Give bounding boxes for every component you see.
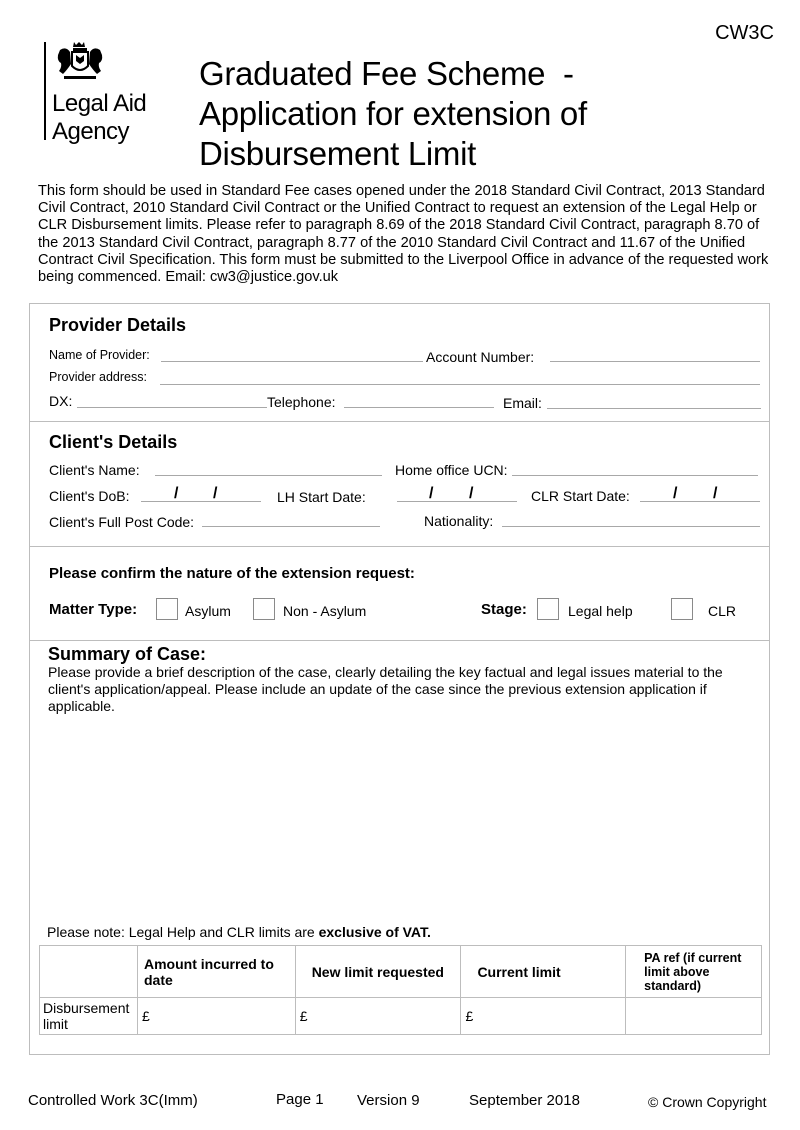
page-title: Graduated Fee Scheme - Application for extension of Disbursement Limit <box>199 55 587 172</box>
telephone-field[interactable] <box>344 407 494 408</box>
royal-crest-icon <box>52 40 106 84</box>
table-header: New limit requested <box>295 946 461 998</box>
home-office-ucn-field[interactable] <box>512 475 758 476</box>
clr-label: CLR <box>708 603 737 619</box>
dx-field[interactable] <box>77 407 267 408</box>
matter-type-label: Matter Type: <box>49 601 138 618</box>
section-divider <box>29 421 770 422</box>
agency-name: Legal Aid Agency <box>52 90 147 145</box>
section-divider <box>29 546 770 547</box>
client-dob-field[interactable] <box>141 501 261 502</box>
provider-name-label: Name of Provider: <box>49 348 150 362</box>
intro-text: This form should be used in Standard Fee cases opened under the 2018 Standard Civil Contract, 2013 Standard Civil Contract, 2010 Standard Civil Contract or the Unified Contract to request an extension of the Legal Help or CLR Disbursement limits. Please refer to paragraph 8.69 of the 2018 Standard Civil Contract, paragraph 8.70 of the 2013 Standard Civil Contract, paragraph 8.77 of the 2010 Standard Civil Contract and 11.67 of the Unified Contract Civil Specification. This form must be submitted to the Liverpool Office in advance of the requested work being commenced. Email: cw3@justice.gov.uk <box>38 183 769 286</box>
legal-help-checkbox[interactable] <box>537 598 559 620</box>
client-name-field[interactable] <box>155 475 382 476</box>
summary-heading: Summary of Case: <box>48 644 207 664</box>
form-code: CW3C <box>715 22 774 44</box>
client-name-label: Client's Name: <box>49 462 140 478</box>
date-separator: / <box>673 485 678 502</box>
currency-symbol: £ <box>141 1008 150 1024</box>
non-asylum-checkbox[interactable] <box>253 598 275 620</box>
client-dob-label: Client's DoB: <box>49 488 130 504</box>
non-asylum-label: Non - Asylum <box>283 603 367 619</box>
table-header: Current limit <box>461 946 626 998</box>
email-field[interactable] <box>547 408 761 409</box>
dx-label: DX: <box>49 393 73 409</box>
lh-start-date-label: LH Start Date: <box>277 489 366 505</box>
table-header: Amount incurred to date <box>137 946 295 998</box>
stage-label: Stage: <box>481 601 527 618</box>
pa-ref-cell[interactable] <box>626 998 762 1035</box>
new-limit-cell[interactable] <box>295 998 461 1035</box>
date-separator: / <box>213 485 218 502</box>
client-postcode-label: Client's Full Post Code: <box>49 514 195 530</box>
provider-address-label: Provider address: <box>49 370 147 384</box>
provider-name-field[interactable] <box>161 361 423 362</box>
home-office-ucn-label: Home office UCN: <box>395 462 508 478</box>
footer-date: September 2018 <box>469 1092 580 1109</box>
clr-start-date-field[interactable] <box>640 501 760 502</box>
row-label: Disbursement limit <box>40 998 138 1035</box>
table-header-row <box>40 946 762 998</box>
client-postcode-field[interactable] <box>202 526 380 527</box>
telephone-label: Telephone: <box>267 394 336 410</box>
account-number-label: Account Number: <box>426 349 535 365</box>
asylum-checkbox[interactable] <box>156 598 178 620</box>
clr-checkbox[interactable] <box>671 598 693 620</box>
date-separator: / <box>469 485 474 502</box>
provider-details-heading: Provider Details <box>49 315 187 335</box>
asylum-label: Asylum <box>185 603 231 619</box>
disbursement-limits-table <box>39 945 762 1035</box>
current-limit-cell[interactable] <box>461 998 626 1035</box>
vat-note <box>47 924 431 940</box>
logo-divider <box>44 42 46 140</box>
extension-request-heading: Please confirm the nature of the extension request: <box>49 565 415 582</box>
account-number-field[interactable] <box>550 361 760 362</box>
date-separator: / <box>174 485 179 502</box>
date-separator: / <box>429 485 434 502</box>
amount-incurred-cell[interactable] <box>137 998 295 1035</box>
vat-note-text: Please note: Legal Help and CLR limits are <box>47 924 319 940</box>
legal-help-label: Legal help <box>568 603 633 619</box>
footer-form-name: Controlled Work 3C(Imm) <box>28 1092 198 1109</box>
vat-note-emphasis: exclusive of VAT. <box>318 924 431 940</box>
summary-text-area[interactable] <box>48 718 763 918</box>
date-separator: / <box>713 485 718 502</box>
table-row <box>40 998 762 1035</box>
table-header <box>40 946 138 998</box>
nationality-label: Nationality: <box>424 513 494 529</box>
footer-page-number: Page 1 <box>276 1091 324 1108</box>
clr-start-date-label: CLR Start Date: <box>531 488 630 504</box>
section-divider <box>29 640 770 641</box>
currency-symbol: £ <box>299 1008 308 1024</box>
footer-copyright: © Crown Copyright <box>648 1094 767 1110</box>
client-details-heading: Client's Details <box>49 432 178 452</box>
lh-start-date-field[interactable] <box>397 501 517 502</box>
footer-version: Version 9 <box>357 1092 420 1109</box>
currency-symbol: £ <box>465 1008 474 1024</box>
table-header: PA ref (if current limit above standard) <box>626 946 762 998</box>
email-label: Email: <box>503 395 542 411</box>
nationality-field[interactable] <box>502 526 760 527</box>
summary-description: Please provide a brief description of the case, clearly detailing the key factual and legal issues material to the client's application/appeal. Please include an update of the case since the previous extension application if applicable. <box>48 664 723 714</box>
provider-address-field[interactable] <box>160 384 760 385</box>
